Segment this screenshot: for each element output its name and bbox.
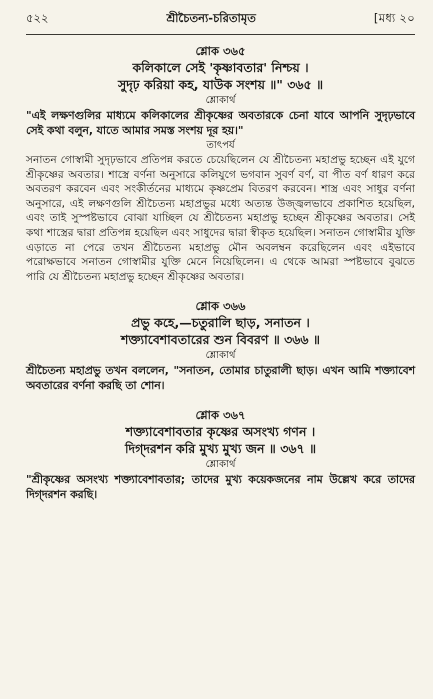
verse-line-1: কলিকালে সেই 'কৃষ্ণাবতার' নিশ্চয় । (132, 60, 309, 75)
chapter-marker: [মধ্য ২০ (373, 11, 415, 25)
page-number: ৫২২ (26, 11, 49, 25)
translation-text: "শ্রীকৃষ্ণের অসংখ্য শক্ত্যাবেশাবতার; তাদের মুখ্য কয়েকজনের নাম উল্লেখ করে তাদের দিগ্‌দরশন করছি। (26, 473, 415, 501)
verse-365 (26, 43, 415, 93)
verse-367 (26, 407, 415, 457)
verse-label: শ্লোক ৩৬৬ (195, 299, 246, 314)
verse-line-1: শক্ত্যাবেশাবতার কৃষ্ণের অসংখ্য গণন । (125, 424, 316, 440)
verse-line-2: দিগ্‌দরশন করি মুখ্য মুখ্য জন ॥ ৩৬৭ ॥ (124, 441, 317, 457)
verse-line-2: সুদৃঢ় করিয়া কহ, যাউক সংশয় ॥" ৩৬৫ ॥ (117, 77, 324, 92)
running-title: শ্রীচৈতন্য-চরিতামৃত (166, 11, 256, 25)
verse-line-2: শক্ত্যাবেশাবতারের শুন বিবরণ ॥ ৩৬৬ ॥ (121, 332, 320, 348)
verse-366 (26, 298, 415, 348)
verse-line-1: প্রভু কহে,—চতুরালি ছাড়, সনাতন । (131, 315, 310, 331)
verse-label: শ্লোক ৩৬৫ (195, 44, 246, 58)
translation-label: শ্লোকার্থ (205, 459, 236, 471)
translation-label: শ্লোকার্থ (205, 95, 236, 106)
translation-label: শ্লোকার্থ (205, 350, 236, 362)
purport-text: সনাতন গোস্বামী সুদৃঢ়ভাবে প্রতিপন্ন করতে চেয়েছিলেন যে শ্রীচৈতন্য মহাপ্রভু হচ্ছেন এই যুগে শ্রীকৃষ্ণের অবতার। শাস্ত্রে বর্ণনা অনুসারে কলিযুগে ভগবান সুবর্ণ বর্ণ, বা পীত বর্ণ ধারণ করে অবতরণ করবেন এবং সংকীর্তনের মাধ্যমে কৃষ্ণপ্রেম বিতরণ করবেন। শাস্ত্র এবং সাধুর বর্ণনা অনুসারে, এই লক্ষণগুলি শ্রীচৈতন্য মহাপ্রভুর মধ্যে অত্যন্ত উজ্জ্বলভাবে প্রকাশিত হয়েছিল, এবং তাই সুস্পষ্টভাবে বোঝা যাচ্ছিল যে শ্রীচৈতন্য মহাপ্রভু হচ্ছেন শ্রীকৃষ্ণের অবতার। সেই কথা শাস্ত্রের দ্বারা প্রতিপন্ন হয়েছিল এবং সাধুদের দ্বারা স্বীকৃত হয়েছিল। সনাতন গোস্বামীর যুক্তি এড়াতে না পেরে তখন শ্রীচৈতন্য মহাপ্রভু মৌন অবলম্বন করেছিলেন এবং এইভাবে পরোক্ষভাবে সনাতন গোস্বামীর যুক্তি মেনে নিয়েছিলেন। এ থেকে আমরা স্পষ্টভাবে বুঝতে পারি যে শ্রীচৈতন্য মহাপ্রভু হচ্ছেন শ্রীকৃষ্ণের অবতার। (26, 154, 415, 283)
page-header (26, 10, 415, 35)
translation-text: "এই লক্ষণগুলির মাধ্যমে কলিকালের শ্রীকৃষ্ণের অবতারকে চেনা যাবে আপনি সুদৃঢ়ভাবে সেই কথা বলুন, যাতে আমার সমস্ত সংশয় দূর হয়।" (26, 109, 415, 137)
verse-label: শ্লোক ৩৬৭ (195, 408, 246, 423)
translation-text: শ্রীচৈতন্য মহাপ্রভু তখন বললেন, "সনাতন, তোমার চাতুরালী ছাড়। এখন আমি শক্ত্যাবেশ অবতারের বর্ণনা করছি তা শোন। (26, 364, 415, 392)
purport-label: তাৎপর্য (206, 140, 235, 151)
